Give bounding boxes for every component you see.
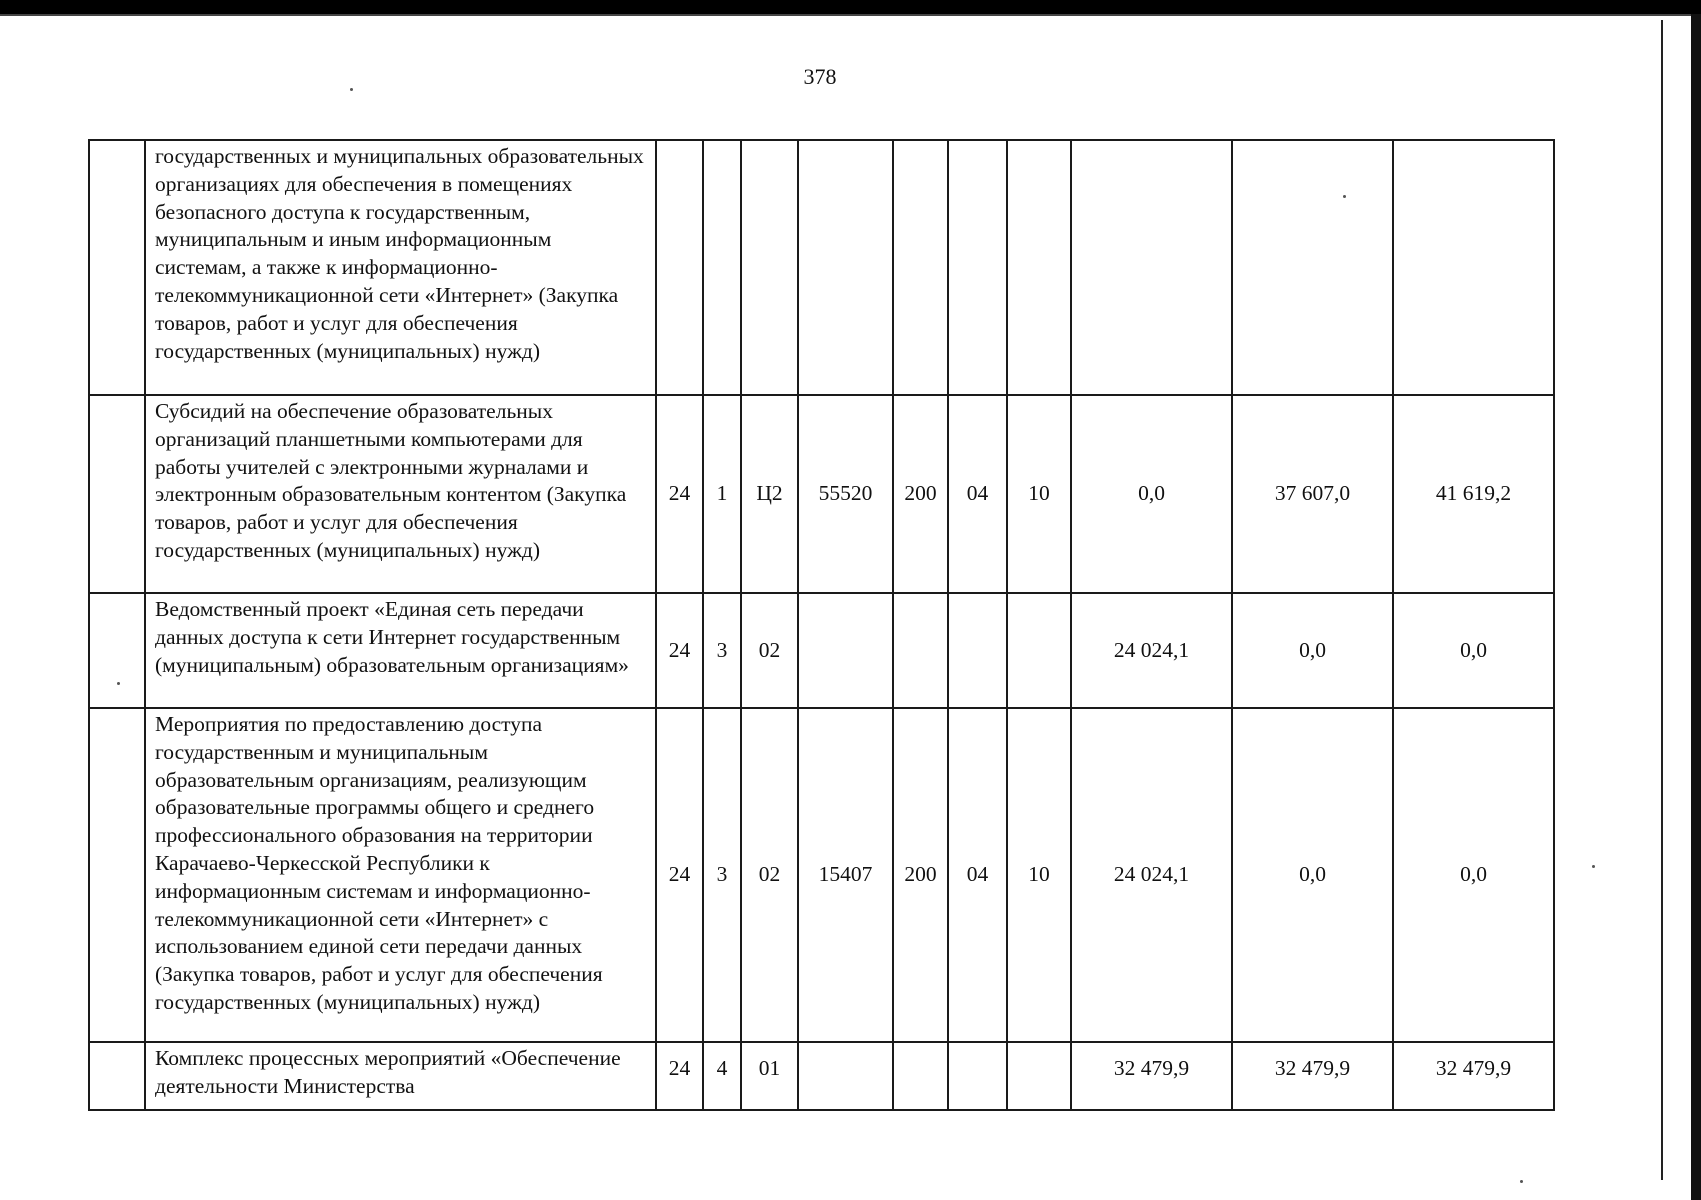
table-row (89, 593, 1554, 708)
row-index-cell (89, 140, 145, 395)
code-cell (741, 140, 798, 395)
amount-cell (1232, 140, 1393, 395)
code-cell: 24 (656, 708, 703, 1042)
scan-top-edge (0, 0, 1701, 14)
amount-cell: 32 479,9 (1393, 1042, 1554, 1110)
row-name: Мероприятия по предоставлению доступа государственным и муниципальным образовательным организациям, реализующим образовательные программы общего и среднего профессионального образования на территории Карачаево-Черкесской Республики к информационным системам и информационно-телекоммуникационной сети «Интернет» с использованием единой сети передачи данных (Закупка товаров, работ и услуг для обеспечения государственных (муниципальных) нужд) (145, 708, 656, 1042)
amount-cell: 0,0 (1393, 593, 1554, 708)
amount-cell: 0,0 (1232, 708, 1393, 1042)
code-cell: 200 (893, 708, 948, 1042)
code-cell: 3 (703, 593, 741, 708)
code-cell: 24 (656, 395, 703, 593)
page-number: 378 (803, 64, 837, 89)
code-cell (893, 140, 948, 395)
amount-cell (1393, 140, 1554, 395)
code-cell (703, 140, 741, 395)
row-index-cell (89, 395, 145, 593)
code-cell: 1 (703, 395, 741, 593)
code-cell: 55520 (798, 395, 893, 593)
code-cell (1007, 1042, 1071, 1110)
amount-cell: 32 479,9 (1071, 1042, 1232, 1110)
amount-cell: 0,0 (1393, 708, 1554, 1042)
code-cell: 15407 (798, 708, 893, 1042)
table-row (89, 1042, 1554, 1110)
code-cell: 3 (703, 708, 741, 1042)
scan-speck (350, 88, 353, 91)
amount-cell (1071, 140, 1232, 395)
code-cell (798, 593, 893, 708)
code-cell: 04 (948, 708, 1007, 1042)
amount-cell: 24 024,1 (1071, 708, 1232, 1042)
row-index-cell (89, 593, 145, 708)
code-cell: 4 (703, 1042, 741, 1110)
code-cell (798, 140, 893, 395)
row-name: Ведомственный проект «Единая сеть передачи данных доступа к сети Интернет государственным (муниципальным) образовательным организациям» (145, 593, 656, 708)
code-cell (893, 1042, 948, 1110)
amount-cell: 32 479,9 (1232, 1042, 1393, 1110)
scan-speck (1520, 1180, 1523, 1183)
row-name: Субсидий на обеспечение образовательных организаций планшетными компьютерами для работы учителей с электронными журналами и электронным образовательным контентом (Закупка товаров, работ и услуг для обеспечения государственных (муниципальных) нужд) (145, 395, 656, 593)
code-cell: 02 (741, 708, 798, 1042)
code-cell (948, 1042, 1007, 1110)
code-cell (798, 1042, 893, 1110)
amount-cell: 0,0 (1232, 593, 1393, 708)
table-row (89, 395, 1554, 593)
amount-cell: 0,0 (1071, 395, 1232, 593)
code-cell: 01 (741, 1042, 798, 1110)
code-cell (1007, 593, 1071, 708)
budget-table (88, 139, 1555, 1111)
code-cell: 24 (656, 1042, 703, 1110)
code-cell (1007, 140, 1071, 395)
code-cell (656, 140, 703, 395)
code-cell (893, 593, 948, 708)
code-cell: 10 (1007, 395, 1071, 593)
code-cell: 02 (741, 593, 798, 708)
scan-speck (1343, 195, 1346, 198)
code-cell (948, 140, 1007, 395)
scan-speck (117, 682, 120, 685)
scan-speck (1592, 865, 1595, 868)
amount-cell: 24 024,1 (1071, 593, 1232, 708)
code-cell: 200 (893, 395, 948, 593)
code-cell: 10 (1007, 708, 1071, 1042)
scan-right-line (1661, 20, 1663, 1180)
amount-cell: 41 619,2 (1393, 395, 1554, 593)
scan-right-edge (1691, 14, 1701, 1200)
code-cell (948, 593, 1007, 708)
code-cell: Ц2 (741, 395, 798, 593)
row-name: Комплекс процессных мероприятий «Обеспечение деятельности Министерства (145, 1042, 656, 1110)
code-cell: 24 (656, 593, 703, 708)
table-row (89, 708, 1554, 1042)
table-row (89, 140, 1554, 395)
row-index-cell (89, 1042, 145, 1110)
amount-cell: 37 607,0 (1232, 395, 1393, 593)
row-index-cell (89, 708, 145, 1042)
row-name: государственных и муниципальных образовательных организациях для обеспечения в помещениях безопасного доступа к государственным, муниципальным и иным информационным системам, а также к информационно-телекоммуникационной сети «Интернет» (Закупка товаров, работ и услуг для обеспечения государственных (муниципальных) нужд) (145, 140, 656, 395)
code-cell: 04 (948, 395, 1007, 593)
